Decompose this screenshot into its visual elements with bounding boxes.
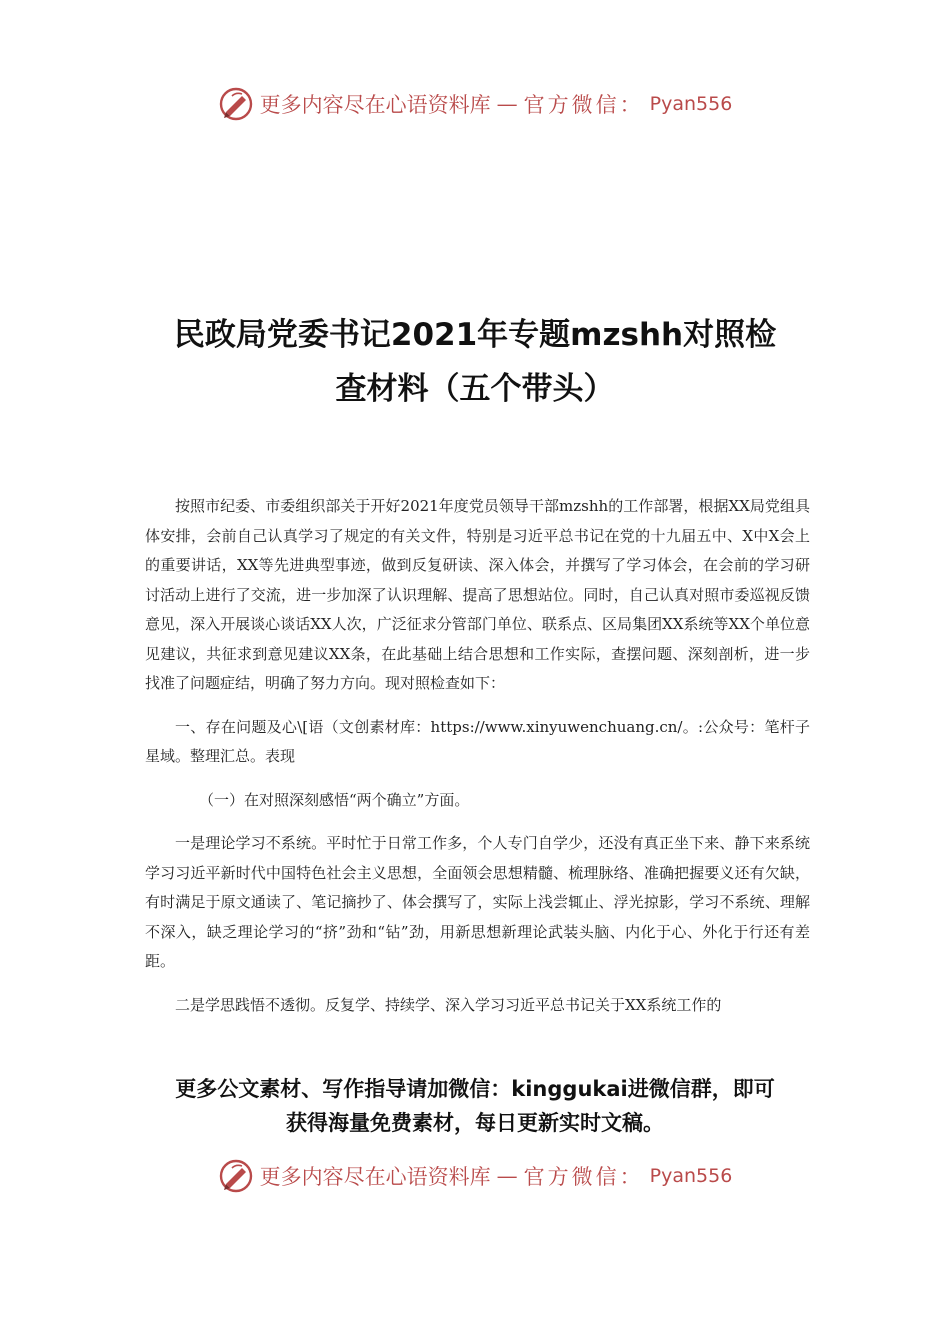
- promo-notice: [110, 1072, 840, 1140]
- paragraph-subsection-heading: （一）在对照深刻感悟“两个确立”方面。: [199, 790, 470, 809]
- paragraph-section-heading: 一、存在问题及心\[语（文创素材库：https://www.xinyuwenchuang.cn/。:公众号：笔杆子星域。整理汇总。表现: [145, 717, 810, 765]
- watermark-separator: —: [496, 1164, 518, 1188]
- watermark-banner-top: [0, 84, 950, 124]
- watermark-site-name: 更多内容尽在心语资料库: [259, 1165, 491, 1189]
- watermark-content: [218, 1158, 733, 1194]
- watermark-content: [218, 86, 733, 122]
- pen-logo-icon: [218, 86, 254, 122]
- title-line-2: 查材料（五个带头）: [335, 371, 615, 407]
- watermark-wechat-id: Pyan556: [649, 1165, 733, 1187]
- watermark-wechat-label: 官方微信：: [523, 1165, 644, 1189]
- watermark-site-name: 更多内容尽在心语资料库: [259, 93, 491, 117]
- pen-logo-icon: [218, 1158, 254, 1194]
- promo-line-2: 获得海量免费素材，每日更新实时文稿。: [286, 1111, 664, 1135]
- paragraph-point-1: 一是理论学习不系统。平时忙于日常工作多，个人专门自学少，还没有真正坐下来、静下来系统学习习近平新时代中国特色社会主义思想，全面领会思想精髓、梳理脉络、准确把握要义还有欠缺，有时满足于原文通读了、笔记摘抄了、体会撰写了，实际上浅尝辄止、浮光掠影，学习不系统、理解不深入，缺乏理论学习的“挤”劲和“钻”劲，用新思想新理论武装头脑、内化于心、外化于行还有差距。: [145, 834, 810, 970]
- promo-line-1: 更多公文素材、写作指导请加微信：kinggukai进微信群，即可: [175, 1077, 775, 1101]
- document-body: [145, 492, 810, 1034]
- paragraph-point-2: 二是学思践悟不透彻。反复学、持续学、深入学习习近平总书记关于XX系统工作的: [175, 995, 722, 1014]
- paragraph-intro: 按照市纪委、市委组织部关于开好2021年度党员领导干部mzshh的工作部署，根据XX局党组具体安排，会前自己认真学习了规定的有关文件，特别是习近平总书记在党的十九届五中、X中X会上的重要讲话，XX等先进典型事迹，做到反复研读、深入体会，并撰写了学习体会，在会前的学习研讨活动上进行了交流，进一步加深了认识理解、提高了思想站位。同时，自己认真对照市委巡视反馈意见，深入开展谈心谈话XX人次，广泛征求分管部门单位、联系点、区局集团XX系统等XX个单位意见建议，共征求到意见建议XX条，在此基础上结合思想和工作实际，查摆问题、深刻剖析，进一步找准了问题症结，明确了努力方向。现对照检查如下：: [145, 497, 810, 692]
- watermark-wechat-label: 官方微信：: [523, 93, 644, 117]
- watermark-banner-bottom: [0, 1156, 950, 1196]
- watermark-wechat-id: Pyan556: [649, 93, 733, 115]
- watermark-separator: —: [496, 92, 518, 116]
- title-line-1: 民政局党委书记2021年专题mzshh对照检: [173, 317, 777, 353]
- document-title: [120, 308, 830, 416]
